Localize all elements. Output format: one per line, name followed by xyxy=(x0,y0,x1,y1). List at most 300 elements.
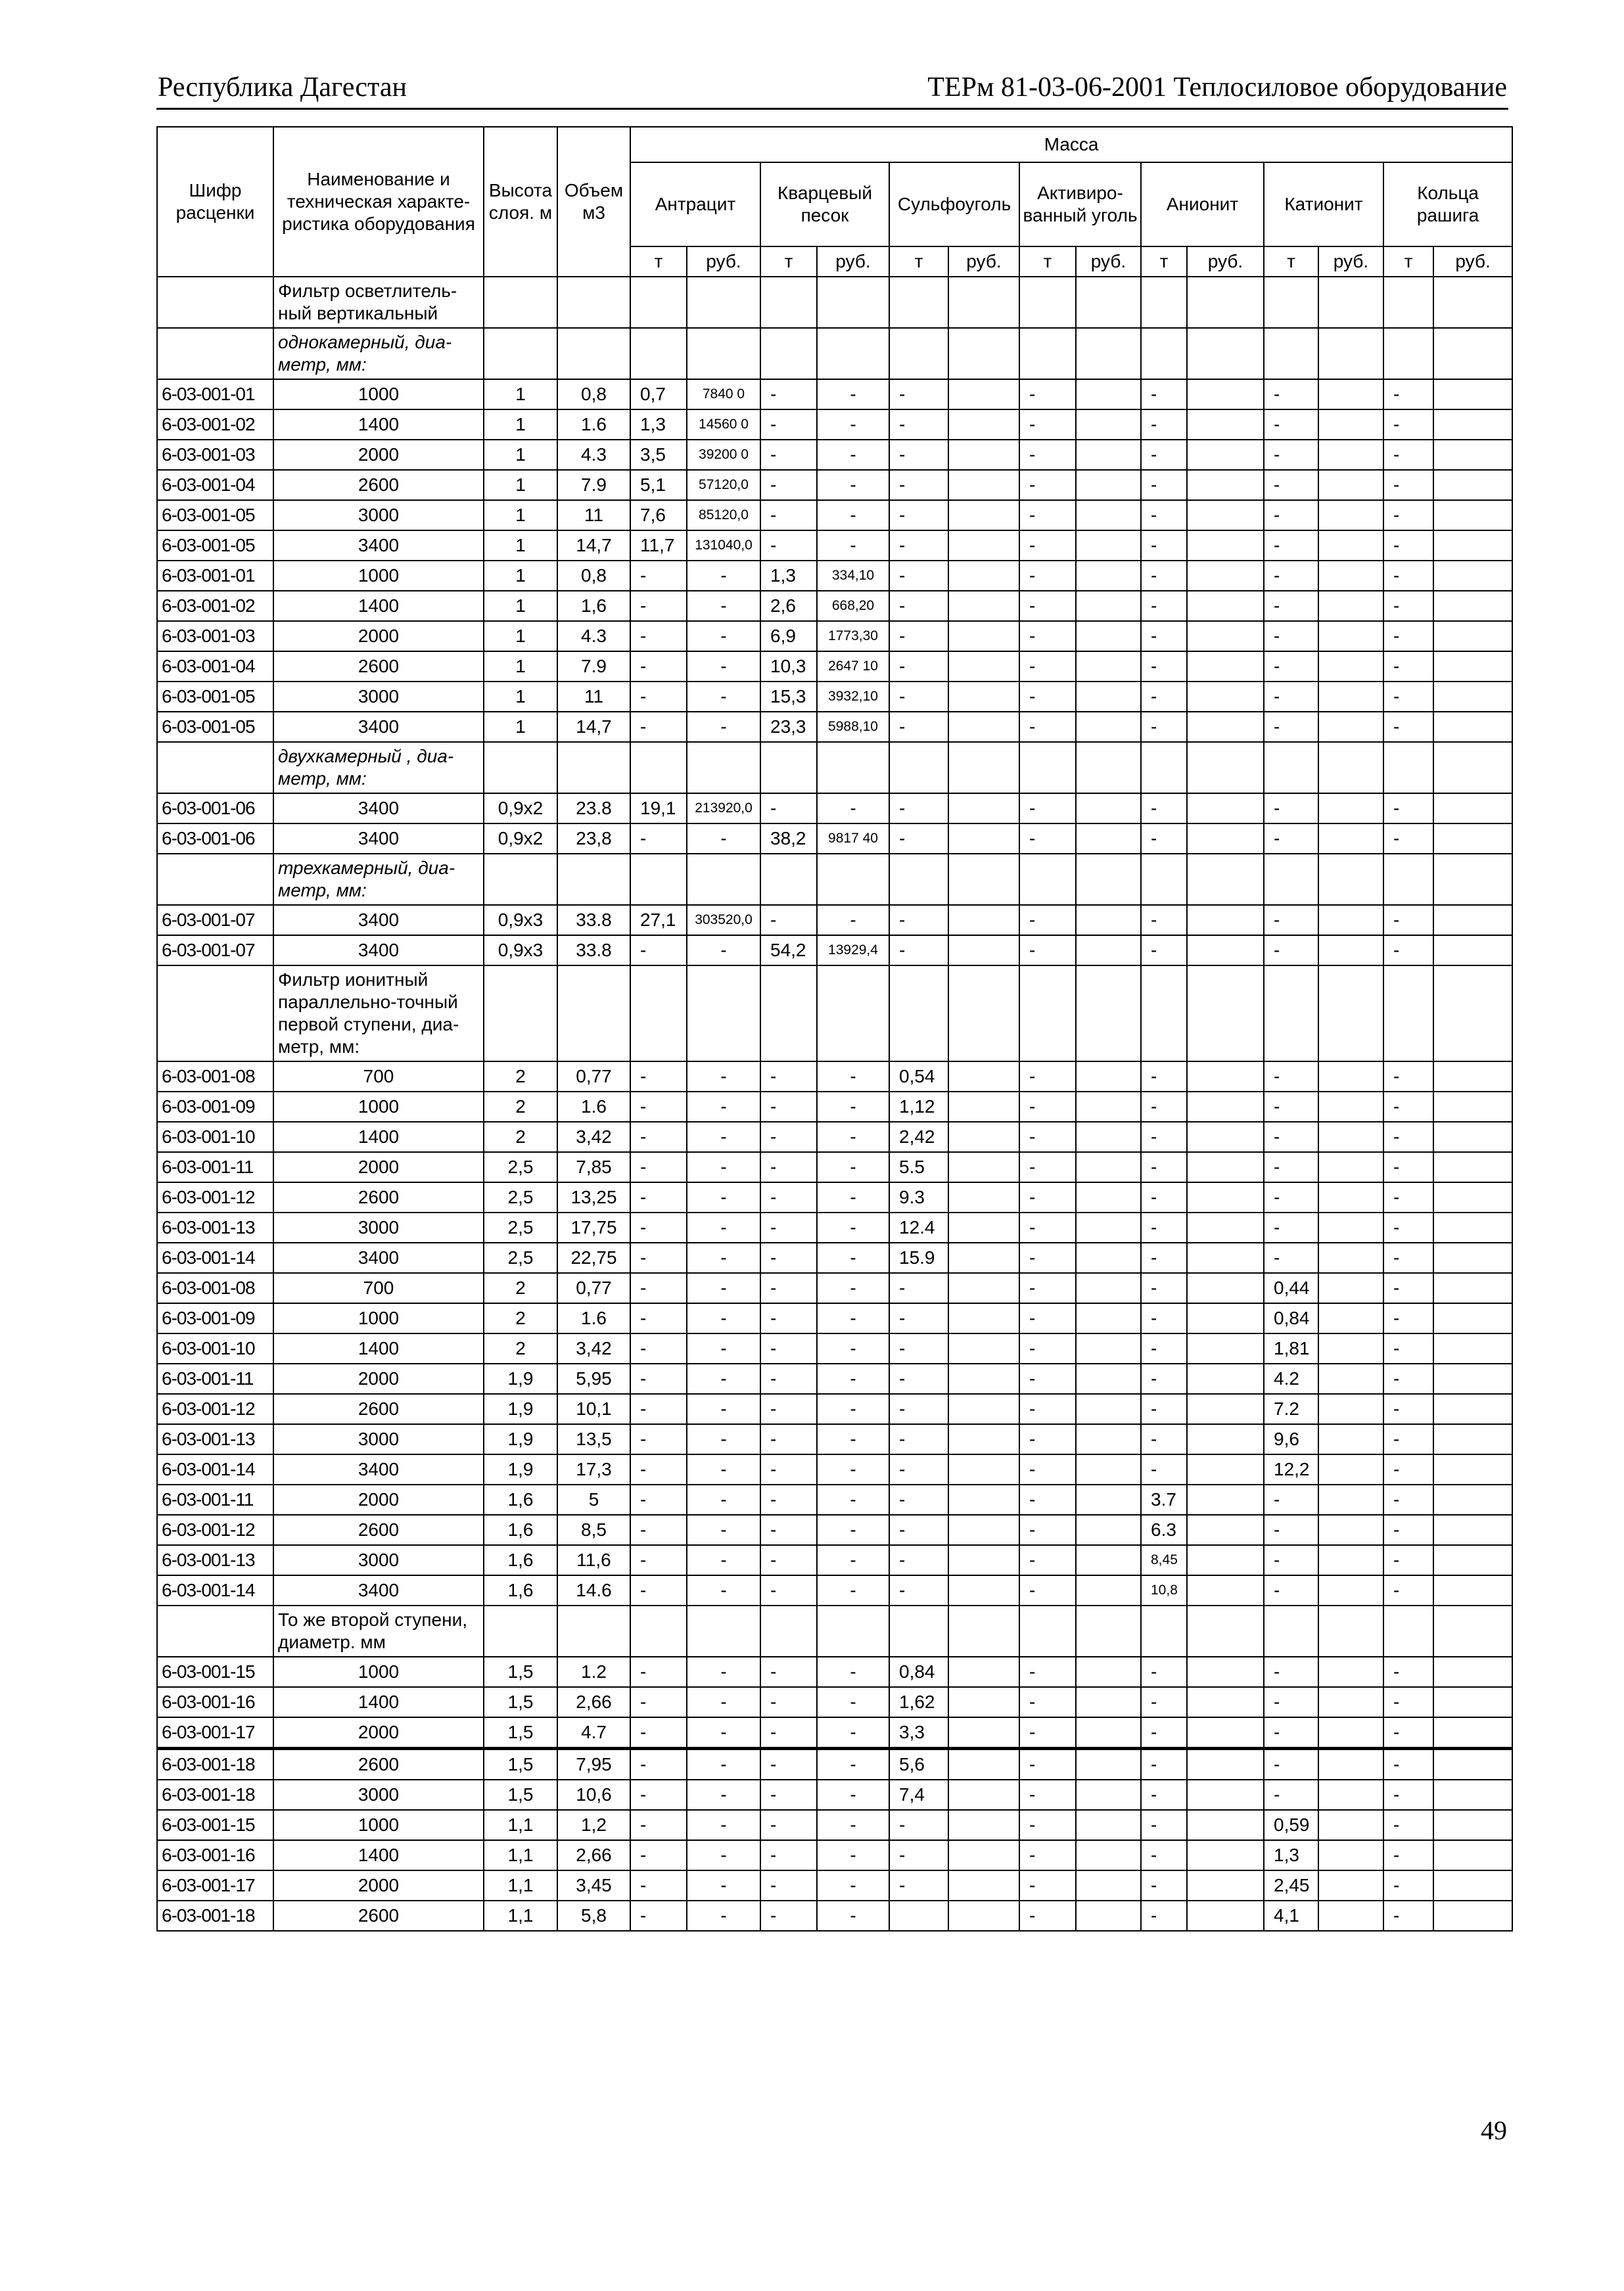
mass-rubles-cell xyxy=(948,409,1019,440)
mass-tonnes-cell: - xyxy=(1264,1485,1318,1515)
mass-rubles-cell xyxy=(1318,712,1383,742)
mass-tonnes-cell: - xyxy=(1383,905,1433,935)
rate-code: 6-03-001-02 xyxy=(157,591,273,621)
table-row xyxy=(157,1780,1512,1810)
mass-rubles-cell: - xyxy=(817,1333,889,1364)
diameter-cell: 3400 xyxy=(273,823,484,854)
mass-tonnes-cell: - xyxy=(760,1840,817,1870)
mass-rubles-cell xyxy=(1318,561,1383,591)
empty-cell xyxy=(1187,328,1264,379)
unit-tonnes: т xyxy=(1264,246,1318,277)
empty-cell xyxy=(760,1606,817,1657)
mass-tonnes-cell: - xyxy=(1019,1749,1076,1780)
mass-rubles-cell xyxy=(948,823,1019,854)
mass-tonnes-cell: - xyxy=(1383,1152,1433,1182)
layer-height-cell: 1 xyxy=(484,470,557,500)
mass-tonnes-cell: 12.4 xyxy=(889,1213,948,1243)
volume-cell: 13,25 xyxy=(557,1182,630,1213)
empty-cell xyxy=(1019,742,1076,793)
mass-rubles-cell: - xyxy=(687,1657,760,1687)
mass-tonnes-cell: - xyxy=(1264,1152,1318,1182)
diameter-cell: 1000 xyxy=(273,1810,484,1840)
diameter-cell: 2600 xyxy=(273,1182,484,1213)
layer-height-cell: 1,5 xyxy=(484,1687,557,1717)
mass-rubles-cell xyxy=(1433,1333,1512,1364)
table-row xyxy=(157,591,1512,621)
table-row xyxy=(157,1122,1512,1152)
mass-tonnes-cell: - xyxy=(630,935,687,965)
empty-cell xyxy=(817,742,889,793)
mass-tonnes-cell: - xyxy=(1383,1870,1433,1901)
mass-tonnes-cell: - xyxy=(889,409,948,440)
mass-rubles-cell xyxy=(1318,793,1383,823)
table-row xyxy=(157,1810,1512,1840)
mass-rubles-cell xyxy=(1076,1485,1141,1515)
mass-tonnes-cell: - xyxy=(1141,1454,1187,1485)
diameter-cell: 2000 xyxy=(273,1152,484,1182)
mass-rubles-cell xyxy=(1187,1870,1264,1901)
mass-tonnes-cell: - xyxy=(1019,530,1076,561)
empty-cell xyxy=(687,742,760,793)
volume-cell: 0,8 xyxy=(557,379,630,409)
mass-tonnes-cell: - xyxy=(1141,1152,1187,1182)
mass-rubles-cell xyxy=(948,1061,1019,1092)
mass-tonnes-cell: - xyxy=(1264,1243,1318,1273)
mass-tonnes-cell: - xyxy=(1141,379,1187,409)
mass-rubles-cell: - xyxy=(817,409,889,440)
empty-cell xyxy=(1141,854,1187,905)
layer-height-cell: 2 xyxy=(484,1333,557,1364)
rate-code: 6-03-001-12 xyxy=(157,1515,273,1545)
empty-cell xyxy=(1076,854,1141,905)
table-row xyxy=(157,935,1512,965)
mass-rubles-cell xyxy=(1433,1749,1512,1780)
mass-rubles-cell xyxy=(1433,1394,1512,1424)
mass-tonnes-cell: - xyxy=(1383,1575,1433,1606)
mass-rubles-cell xyxy=(948,1152,1019,1182)
mass-tonnes-cell: - xyxy=(1264,1687,1318,1717)
diameter-cell: 1000 xyxy=(273,1092,484,1122)
mass-rubles-cell: - xyxy=(687,823,760,854)
mass-tonnes-cell: - xyxy=(1264,1545,1318,1575)
layer-height-cell: 1,9 xyxy=(484,1364,557,1394)
mass-rubles-cell xyxy=(948,1394,1019,1424)
mass-tonnes-cell: - xyxy=(760,470,817,500)
mass-rubles-cell xyxy=(1433,500,1512,530)
mass-tonnes-cell: - xyxy=(1383,1061,1433,1092)
empty-cell xyxy=(1187,1606,1264,1657)
mass-tonnes-cell: 23,3 xyxy=(760,712,817,742)
mass-tonnes-cell: - xyxy=(1019,1213,1076,1243)
table-row xyxy=(157,440,1512,470)
empty-cell xyxy=(484,854,557,905)
mass-tonnes-cell: - xyxy=(1264,440,1318,470)
diameter-cell: 1000 xyxy=(273,379,484,409)
rate-code: 6-03-001-07 xyxy=(157,905,273,935)
volume-cell: 4.3 xyxy=(557,440,630,470)
mass-tonnes-cell: - xyxy=(1383,621,1433,651)
mass-tonnes-cell: 2,42 xyxy=(889,1122,948,1152)
empty-cell xyxy=(1076,328,1141,379)
mass-tonnes-cell: - xyxy=(760,1061,817,1092)
mass-rubles-cell xyxy=(1433,682,1512,712)
col-header-anionite: Анионит xyxy=(1141,162,1264,246)
mass-tonnes-cell: - xyxy=(760,1515,817,1545)
section-row xyxy=(157,277,1512,328)
empty-cell xyxy=(1318,742,1383,793)
layer-height-cell: 1 xyxy=(484,561,557,591)
mass-rubles-cell xyxy=(1433,1780,1512,1810)
mass-rubles-cell xyxy=(1318,1780,1383,1810)
mass-rubles-cell xyxy=(1318,651,1383,682)
mass-rubles-cell xyxy=(1433,409,1512,440)
mass-rubles-cell xyxy=(1433,1061,1512,1092)
mass-tonnes-cell: 0,54 xyxy=(889,1061,948,1092)
section-row xyxy=(157,742,1512,793)
mass-rubles-cell xyxy=(1318,1273,1383,1303)
mass-rubles-cell: - xyxy=(687,682,760,712)
mass-rubles-cell: 85120,0 xyxy=(687,500,760,530)
rate-code: 6-03-001-16 xyxy=(157,1687,273,1717)
mass-rubles-cell xyxy=(1076,470,1141,500)
diameter-cell: 3000 xyxy=(273,500,484,530)
table-row xyxy=(157,470,1512,500)
table-row xyxy=(157,1273,1512,1303)
volume-cell: 22,75 xyxy=(557,1243,630,1273)
mass-rubles-cell xyxy=(1187,651,1264,682)
empty-cell xyxy=(1187,965,1264,1061)
layer-height-cell: 2,5 xyxy=(484,1152,557,1182)
mass-tonnes-cell: - xyxy=(760,1213,817,1243)
mass-rubles-cell xyxy=(1187,1657,1264,1687)
mass-tonnes-cell: - xyxy=(1383,561,1433,591)
mass-tonnes-cell: - xyxy=(1264,682,1318,712)
mass-tonnes-cell: - xyxy=(630,1182,687,1213)
mass-tonnes-cell: - xyxy=(1019,621,1076,651)
mass-tonnes-cell: 1,12 xyxy=(889,1092,948,1122)
layer-height-cell: 1,1 xyxy=(484,1870,557,1901)
table-row xyxy=(157,1575,1512,1606)
volume-cell: 23.8 xyxy=(557,793,630,823)
mass-tonnes-cell: - xyxy=(630,1424,687,1454)
mass-rubles-cell xyxy=(1433,1364,1512,1394)
layer-height-cell: 1,9 xyxy=(484,1454,557,1485)
mass-tonnes-cell: 12,2 xyxy=(1264,1454,1318,1485)
volume-cell: 3,45 xyxy=(557,1870,630,1901)
mass-tonnes-cell: - xyxy=(1141,1273,1187,1303)
rate-code: 6-03-001-08 xyxy=(157,1061,273,1092)
mass-rubles-cell xyxy=(1187,1780,1264,1810)
diameter-cell: 2000 xyxy=(273,621,484,651)
mass-tonnes-cell: - xyxy=(1383,712,1433,742)
mass-rubles-cell: - xyxy=(687,591,760,621)
volume-cell: 5,8 xyxy=(557,1901,630,1931)
empty-cell xyxy=(557,277,630,328)
empty-cell xyxy=(1019,854,1076,905)
mass-tonnes-cell: 3,3 xyxy=(889,1717,948,1749)
mass-rubles-cell xyxy=(948,1273,1019,1303)
mass-tonnes-cell: - xyxy=(1019,1454,1076,1485)
rate-code: 6-03-001-14 xyxy=(157,1575,273,1606)
empty-cell xyxy=(157,965,273,1061)
empty-cell xyxy=(1076,1606,1141,1657)
table-row xyxy=(157,1687,1512,1717)
mass-tonnes-cell xyxy=(889,1901,948,1931)
diameter-cell: 3400 xyxy=(273,712,484,742)
mass-rubles-cell xyxy=(1076,530,1141,561)
rate-code: 6-03-001-14 xyxy=(157,1243,273,1273)
mass-rubles-cell xyxy=(948,682,1019,712)
layer-height-cell: 0,9x3 xyxy=(484,935,557,965)
mass-rubles-cell xyxy=(1076,1424,1141,1454)
mass-rubles-cell xyxy=(1433,1840,1512,1870)
mass-tonnes-cell: - xyxy=(1264,530,1318,561)
diameter-cell: 1400 xyxy=(273,409,484,440)
mass-tonnes-cell: - xyxy=(1019,1152,1076,1182)
mass-tonnes-cell: - xyxy=(760,1901,817,1931)
layer-height-cell: 1 xyxy=(484,591,557,621)
mass-tonnes-cell: - xyxy=(1264,651,1318,682)
layer-height-cell: 1,5 xyxy=(484,1717,557,1749)
empty-cell xyxy=(484,965,557,1061)
mass-tonnes-cell: 27,1 xyxy=(630,905,687,935)
empty-cell xyxy=(1019,328,1076,379)
mass-rubles-cell xyxy=(1433,1243,1512,1273)
mass-rubles-cell xyxy=(1433,1273,1512,1303)
mass-rubles-cell xyxy=(1318,1515,1383,1545)
mass-rubles-cell xyxy=(1187,1454,1264,1485)
mass-tonnes-cell: - xyxy=(1141,712,1187,742)
empty-cell xyxy=(557,1606,630,1657)
mass-tonnes-cell: - xyxy=(889,1303,948,1333)
mass-rubles-cell xyxy=(1187,1424,1264,1454)
table-row xyxy=(157,1545,1512,1575)
empty-cell xyxy=(1318,965,1383,1061)
section-title: То же второй ступени, диаметр. мм xyxy=(273,1606,484,1657)
header-rule xyxy=(156,108,1508,110)
mass-rubles-cell xyxy=(1433,1810,1512,1840)
mass-rubles-cell xyxy=(948,1515,1019,1545)
mass-rubles-cell: - xyxy=(817,1749,889,1780)
mass-rubles-cell: - xyxy=(687,1840,760,1870)
mass-rubles-cell xyxy=(1433,1182,1512,1213)
mass-tonnes-cell: 10,8 xyxy=(1141,1575,1187,1606)
volume-cell: 11 xyxy=(557,682,630,712)
volume-cell: 17,75 xyxy=(557,1213,630,1243)
mass-rubles-cell xyxy=(1187,1243,1264,1273)
empty-cell xyxy=(630,1606,687,1657)
empty-cell xyxy=(157,1606,273,1657)
mass-tonnes-cell: - xyxy=(1264,935,1318,965)
mass-tonnes-cell: - xyxy=(1264,1213,1318,1243)
mass-rubles-cell: - xyxy=(687,1303,760,1333)
mass-tonnes-cell: - xyxy=(1264,1122,1318,1152)
table-row xyxy=(157,1749,1512,1780)
mass-tonnes-cell: - xyxy=(889,1515,948,1545)
mass-rubles-cell xyxy=(1433,440,1512,470)
empty-cell xyxy=(1318,1606,1383,1657)
mass-tonnes-cell: 5,6 xyxy=(889,1749,948,1780)
diameter-cell: 2000 xyxy=(273,1485,484,1515)
mass-tonnes-cell: 11,7 xyxy=(630,530,687,561)
mass-tonnes-cell: 0,84 xyxy=(1264,1303,1318,1333)
mass-rubles-cell xyxy=(1318,1575,1383,1606)
mass-rubles-cell: - xyxy=(817,1364,889,1394)
empty-cell xyxy=(687,854,760,905)
mass-rubles-cell xyxy=(1433,1485,1512,1515)
layer-height-cell: 1,1 xyxy=(484,1840,557,1870)
mass-rubles-cell xyxy=(948,1545,1019,1575)
mass-tonnes-cell: - xyxy=(1141,1717,1187,1749)
mass-rubles-cell: - xyxy=(687,1515,760,1545)
mass-tonnes-cell: - xyxy=(1383,823,1433,854)
mass-tonnes-cell: - xyxy=(1141,500,1187,530)
empty-cell xyxy=(1141,965,1187,1061)
empty-cell xyxy=(557,742,630,793)
col-header-activated-coal: Активиро- ванный уголь xyxy=(1019,162,1141,246)
mass-tonnes-cell: - xyxy=(630,1901,687,1931)
mass-tonnes-cell: - xyxy=(1141,1657,1187,1687)
mass-tonnes-cell: - xyxy=(1141,1243,1187,1273)
mass-tonnes-cell: - xyxy=(1019,1303,1076,1333)
diameter-cell: 1000 xyxy=(273,1303,484,1333)
mass-tonnes-cell: - xyxy=(1264,591,1318,621)
mass-tonnes-cell: 10,3 xyxy=(760,651,817,682)
layer-height-cell: 1,6 xyxy=(484,1545,557,1575)
mass-rubles-cell xyxy=(1187,1485,1264,1515)
mass-rubles-cell: 303520,0 xyxy=(687,905,760,935)
mass-tonnes-cell: - xyxy=(1264,470,1318,500)
mass-rubles-cell xyxy=(948,1901,1019,1931)
volume-cell: 8,5 xyxy=(557,1515,630,1545)
mass-rubles-cell: - xyxy=(817,1394,889,1424)
col-header-anthracite: Антрацит xyxy=(630,162,760,246)
mass-rubles-cell: 3932,10 xyxy=(817,682,889,712)
mass-rubles-cell xyxy=(1433,1717,1512,1749)
volume-cell: 2,66 xyxy=(557,1687,630,1717)
mass-tonnes-cell: - xyxy=(760,1870,817,1901)
mass-tonnes-cell: - xyxy=(1019,379,1076,409)
mass-rubles-cell xyxy=(1076,379,1141,409)
mass-tonnes-cell: - xyxy=(630,823,687,854)
mass-tonnes-cell: - xyxy=(1141,1810,1187,1840)
mass-rubles-cell xyxy=(1433,712,1512,742)
mass-tonnes-cell: - xyxy=(630,621,687,651)
mass-tonnes-cell: - xyxy=(630,1575,687,1606)
unit-tonnes: т xyxy=(889,246,948,277)
mass-tonnes-cell: - xyxy=(760,1575,817,1606)
mass-rubles-cell: - xyxy=(817,1840,889,1870)
mass-rubles-cell xyxy=(1076,440,1141,470)
mass-rubles-cell xyxy=(948,1424,1019,1454)
mass-tonnes-cell: 1,3 xyxy=(1264,1840,1318,1870)
unit-rubles: руб. xyxy=(1187,246,1264,277)
mass-rubles-cell: - xyxy=(687,1545,760,1575)
table-row xyxy=(157,530,1512,561)
volume-cell: 7.9 xyxy=(557,470,630,500)
mass-rubles-cell xyxy=(1187,935,1264,965)
mass-rubles-cell xyxy=(1433,591,1512,621)
mass-tonnes-cell: - xyxy=(1383,1364,1433,1394)
mass-tonnes-cell: 15.9 xyxy=(889,1243,948,1273)
rate-code: 6-03-001-09 xyxy=(157,1303,273,1333)
mass-tonnes-cell: - xyxy=(630,651,687,682)
mass-rubles-cell xyxy=(1187,621,1264,651)
mass-tonnes-cell: 7,4 xyxy=(889,1780,948,1810)
mass-tonnes-cell: 9.3 xyxy=(889,1182,948,1213)
empty-cell xyxy=(1019,277,1076,328)
mass-rubles-cell xyxy=(1318,530,1383,561)
mass-tonnes-cell: 3,5 xyxy=(630,440,687,470)
mass-tonnes-cell: 1,3 xyxy=(760,561,817,591)
mass-tonnes-cell: - xyxy=(1141,1840,1187,1870)
mass-tonnes-cell: - xyxy=(1264,500,1318,530)
mass-rubles-cell xyxy=(948,440,1019,470)
empty-cell xyxy=(630,328,687,379)
mass-tonnes-cell: - xyxy=(630,1092,687,1122)
mass-tonnes-cell: - xyxy=(1019,682,1076,712)
table-row xyxy=(157,793,1512,823)
mass-tonnes-cell: - xyxy=(1141,905,1187,935)
layer-height-cell: 1,6 xyxy=(484,1575,557,1606)
empty-cell xyxy=(1076,277,1141,328)
mass-rubles-cell xyxy=(1187,1749,1264,1780)
mass-tonnes-cell: - xyxy=(1383,1424,1433,1454)
mass-tonnes-cell: - xyxy=(760,440,817,470)
layer-height-cell: 1,5 xyxy=(484,1657,557,1687)
empty-cell xyxy=(157,328,273,379)
mass-rubles-cell xyxy=(1076,1515,1141,1545)
mass-rubles-cell: - xyxy=(687,1717,760,1749)
mass-rubles-cell: 668,20 xyxy=(817,591,889,621)
mass-rubles-cell xyxy=(1187,500,1264,530)
mass-rubles-cell xyxy=(1318,1840,1383,1870)
mass-rubles-cell: - xyxy=(687,1485,760,1515)
mass-tonnes-cell: - xyxy=(889,1454,948,1485)
empty-cell xyxy=(1264,742,1318,793)
diameter-cell: 3400 xyxy=(273,935,484,965)
mass-rubles-cell xyxy=(948,1092,1019,1122)
mass-rubles-cell xyxy=(948,1122,1019,1152)
mass-tonnes-cell: 5.5 xyxy=(889,1152,948,1182)
table-row xyxy=(157,621,1512,651)
mass-tonnes-cell: - xyxy=(1383,935,1433,965)
mass-rubles-cell xyxy=(1076,1122,1141,1152)
empty-cell xyxy=(557,965,630,1061)
mass-rubles-cell: 13929,4 xyxy=(817,935,889,965)
mass-rubles-cell xyxy=(1076,561,1141,591)
mass-tonnes-cell: - xyxy=(889,470,948,500)
empty-cell xyxy=(157,854,273,905)
mass-tonnes-cell: - xyxy=(760,1454,817,1485)
mass-tonnes-cell: - xyxy=(1019,409,1076,440)
unit-tonnes: т xyxy=(1019,246,1076,277)
mass-rubles-cell: - xyxy=(817,1303,889,1333)
rate-code: 6-03-001-10 xyxy=(157,1122,273,1152)
mass-rubles-cell: - xyxy=(817,1717,889,1749)
mass-tonnes-cell: - xyxy=(1019,1780,1076,1810)
empty-cell xyxy=(687,328,760,379)
volume-cell: 1.6 xyxy=(557,409,630,440)
volume-cell: 1.6 xyxy=(557,1303,630,1333)
empty-cell xyxy=(1383,277,1433,328)
mass-tonnes-cell: - xyxy=(1383,1182,1433,1213)
mass-rubles-cell xyxy=(1076,682,1141,712)
mass-tonnes-cell: - xyxy=(1264,1749,1318,1780)
table-row xyxy=(157,500,1512,530)
mass-tonnes-cell: - xyxy=(1019,712,1076,742)
mass-tonnes-cell: - xyxy=(1019,1901,1076,1931)
